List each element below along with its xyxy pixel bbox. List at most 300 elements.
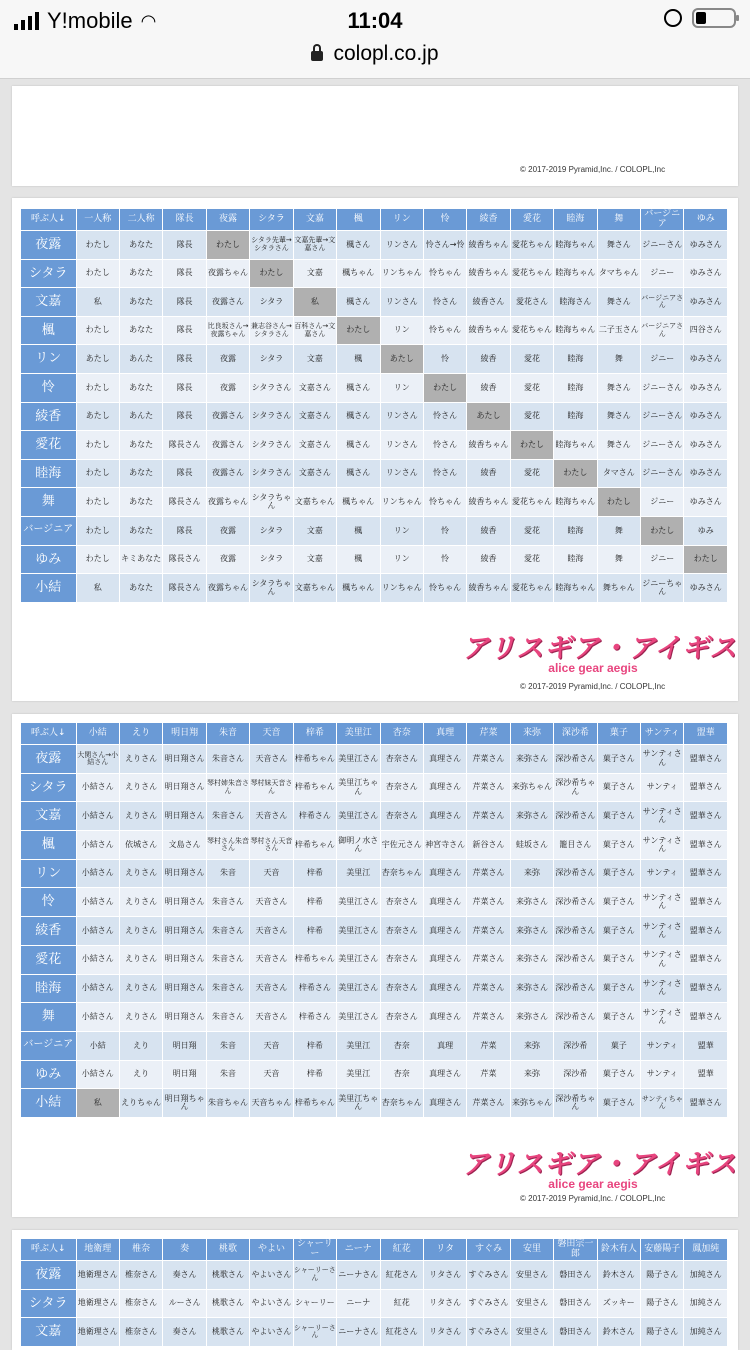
table-cell: 加純さん	[684, 1261, 727, 1289]
table-cell: 文島さん	[163, 831, 205, 859]
table-cell: 美里江さん	[337, 1003, 379, 1031]
table-cell: 来弥	[511, 860, 553, 888]
table-cell: あたし	[467, 403, 509, 431]
table-cell: あなた	[120, 431, 162, 459]
table-cell: 隊長	[163, 231, 205, 259]
row-header: ゆみ	[21, 1061, 76, 1089]
table-cell: えり	[120, 1061, 162, 1089]
table-cell: 睦海	[554, 345, 596, 373]
table-cell: 杏奈さん	[381, 888, 423, 916]
table-cell: 綾香ちゃん	[467, 260, 509, 288]
table-cell: 夜露	[207, 517, 249, 545]
table-cell: 文嘉さん	[294, 460, 336, 488]
column-header: ゆみ	[684, 209, 727, 230]
table-cell: わたし	[77, 546, 119, 574]
table-cell: 盟華さん	[684, 745, 727, 773]
table-cell: すぐみさん	[467, 1318, 509, 1346]
table-cell: サンティさん	[641, 888, 683, 916]
table-cell: 楓さん	[337, 374, 379, 402]
table-cell: 来弥ちゃん	[511, 1089, 553, 1117]
table-cell: わたし	[77, 317, 119, 345]
row-header: 愛花	[21, 431, 76, 459]
table-cell: 怜さん	[424, 431, 466, 459]
table-cell: 夜露ちゃん	[207, 488, 249, 516]
table-cell: あたし	[381, 345, 423, 373]
table-cell: 芹菜さん	[467, 975, 509, 1003]
table-cell: 盟華さん	[684, 975, 727, 1003]
table-cell: 愛花ちゃん	[511, 260, 553, 288]
table-cell: 怜	[424, 546, 466, 574]
status-bar	[0, 0, 750, 79]
table-cell: 文嘉	[294, 517, 336, 545]
table-cell: サンティ	[641, 774, 683, 802]
table-cell: 陽子さん	[641, 1290, 683, 1318]
table-cell: わたし	[337, 317, 379, 345]
table-cell: リンちゃん	[381, 488, 423, 516]
table-cell: 楓さん	[337, 431, 379, 459]
table-cell: あなた	[120, 460, 162, 488]
table-row	[21, 460, 727, 488]
table-cell: ズッキー	[598, 1290, 640, 1318]
table-cell: 梓希さん	[294, 1003, 336, 1031]
table-cell: 夜露さん	[207, 460, 249, 488]
table-cell: えりさん	[120, 774, 162, 802]
table-cell: シタラさん	[250, 374, 292, 402]
table-cell: 楓	[337, 345, 379, 373]
table-cell: 比良坂さん→夜露ちゃん	[207, 317, 249, 345]
table-cell: ジニーさん	[641, 231, 683, 259]
table-cell: えりさん	[120, 917, 162, 945]
table-cell: すぐみさん	[467, 1290, 509, 1318]
table-cell: キミあなた	[120, 546, 162, 574]
row-header: 文嘉	[21, 802, 76, 830]
clock: 11:04	[347, 8, 403, 33]
table-cell: 睦海ちゃん	[554, 574, 596, 602]
table-cell: 来弥	[511, 1032, 553, 1060]
table-cell: 舞さん	[598, 431, 640, 459]
table-cell: 深沙希さん	[554, 888, 596, 916]
table-cell: シタラ	[250, 345, 292, 373]
table-cell: リンさん	[381, 460, 423, 488]
column-header: 明日翔	[163, 723, 205, 744]
table-cell: 隊長さん	[163, 488, 205, 516]
table-cell: 菓子さん	[598, 831, 640, 859]
table-cell: ゆみさん	[684, 231, 727, 259]
table-cell: 朱音さん	[207, 975, 249, 1003]
table-cell: 芹菜	[467, 1061, 509, 1089]
column-header: 呼ぶ人↓	[21, 209, 76, 230]
table-cell: 楓ちゃん	[337, 574, 379, 602]
table-cell: ニーナ	[337, 1290, 379, 1318]
table-cell: 明日翔さん	[163, 802, 205, 830]
table-cell: 杏奈さん	[381, 802, 423, 830]
table-cell: 真理さん	[424, 1061, 466, 1089]
table-cell: 梓希	[294, 917, 336, 945]
table-cell: サンティさん	[641, 1003, 683, 1031]
table-cell: 梓希ちゃん	[294, 946, 336, 974]
table-cell: えりさん	[120, 745, 162, 773]
table-cell: 芹菜さん	[467, 774, 509, 802]
table-cell: 杏奈さん	[381, 946, 423, 974]
table-cell: 朱音さん	[207, 1003, 249, 1031]
table-cell: シタラ	[250, 288, 292, 316]
table-cell: 加純さん	[684, 1290, 727, 1318]
table-cell: 愛花ちゃん	[511, 488, 553, 516]
row-header: 舞	[21, 488, 76, 516]
copyright-text: © 2017-2019 Pyramid,Inc. / COLOPL,Inc	[520, 682, 666, 691]
column-header: 怜	[424, 209, 466, 230]
row-header: 文嘉	[21, 1318, 76, 1346]
table-cell: わたし	[424, 374, 466, 402]
column-header: 磐田宗一郎	[554, 1239, 596, 1260]
table-cell: 美里江さん	[337, 946, 379, 974]
table-cell: 舞ちゃん	[598, 574, 640, 602]
table-row	[21, 431, 727, 459]
column-header: 天音	[250, 723, 292, 744]
table-cell: 愛花	[511, 345, 553, 373]
table-cell: リタさん	[424, 1318, 466, 1346]
table-cell: 来弥	[511, 1061, 553, 1089]
table-cell: 怜	[424, 345, 466, 373]
table-cell: リンちゃん	[381, 574, 423, 602]
table-cell: 杏奈	[381, 1061, 423, 1089]
table-cell: 綾香	[467, 546, 509, 574]
column-header: 奏	[163, 1239, 205, 1260]
table-cell: 深沙希さん	[554, 917, 596, 945]
row-header: 愛花	[21, 946, 76, 974]
table-cell: 真理さん	[424, 975, 466, 1003]
table-cell: 舞さん	[598, 374, 640, 402]
row-header: シタラ	[21, 774, 76, 802]
table-cell: 真理さん	[424, 1089, 466, 1117]
table-cell: ゆみ	[684, 517, 727, 545]
column-header: 安里	[511, 1239, 553, 1260]
column-header: シャーリー	[294, 1239, 336, 1260]
table-cell: 怜ちゃん	[424, 574, 466, 602]
table-cell: 真理	[424, 1032, 466, 1060]
row-header: 小結	[21, 1089, 76, 1117]
column-header: 呼ぶ人↓	[21, 1239, 76, 1260]
column-header: えり	[120, 723, 162, 744]
table-cell: 隊長	[163, 288, 205, 316]
table-cell: 杏奈ちゃん	[381, 1089, 423, 1117]
table-row	[21, 317, 727, 345]
rotation-lock-icon	[664, 9, 682, 27]
table-row	[21, 1318, 727, 1346]
table-cell: ジニーさん	[641, 403, 683, 431]
table-cell: 四谷さん	[684, 317, 727, 345]
table-cell: 鈴木さん	[598, 1261, 640, 1289]
table-cell: 梓希	[294, 860, 336, 888]
table-cell: 綾香	[467, 460, 509, 488]
column-header: 綾香	[467, 209, 509, 230]
table-cell: 明日翔	[163, 1061, 205, 1089]
table-cell: 深沙希ちゃん	[554, 774, 596, 802]
table-cell: 来弥さん	[511, 888, 553, 916]
address-bar[interactable]	[0, 42, 750, 66]
table-cell: シタラさん	[250, 403, 292, 431]
table-cell: リン	[381, 546, 423, 574]
table-cell: あなた	[120, 374, 162, 402]
table-cell: 綾香ちゃん	[467, 317, 509, 345]
table-cell: 盟華さん	[684, 917, 727, 945]
image-card-1	[12, 198, 738, 701]
column-header: 文嘉	[294, 209, 336, 230]
table-cell: リンさん	[381, 288, 423, 316]
naming-table-1	[20, 208, 728, 603]
game-logo: アリスギア・アイギス alice gear aegis	[462, 633, 738, 675]
naming-table-3	[20, 1238, 728, 1347]
table-cell: 梓希	[294, 888, 336, 916]
table-cell: 梓希	[294, 1061, 336, 1089]
table-cell: ゆみさん	[684, 488, 727, 516]
image-card-0	[12, 86, 738, 186]
table-cell: わたし	[511, 431, 553, 459]
table-cell: サンティさん	[641, 745, 683, 773]
table-cell: わたし	[77, 460, 119, 488]
row-header: シタラ	[21, 260, 76, 288]
table-cell: 怜さん	[424, 403, 466, 431]
table-row	[21, 1261, 727, 1289]
row-header: 楓	[21, 831, 76, 859]
table-cell: 舞さん	[598, 288, 640, 316]
table-cell: 芹菜	[467, 1032, 509, 1060]
row-header: 夜露	[21, 745, 76, 773]
table-cell: 大関さん→小結さん	[77, 745, 119, 773]
table-cell: 芹菜さん	[467, 860, 509, 888]
table-cell: 深沙希さん	[554, 860, 596, 888]
table-cell: 綾香	[467, 374, 509, 402]
url-text: colopl.co.jp	[333, 42, 439, 65]
table-cell: すぐみさん	[467, 1261, 509, 1289]
column-header: 菓子	[598, 723, 640, 744]
table-cell: サンティさん	[641, 975, 683, 1003]
table-cell: 盟華さん	[684, 1003, 727, 1031]
column-header: 桃歌	[207, 1239, 249, 1260]
table-cell: 美里江さん	[337, 745, 379, 773]
table-row	[21, 260, 727, 288]
row-header: 夜露	[21, 231, 76, 259]
table-cell: 美里江	[337, 1061, 379, 1089]
table-cell: リンちゃん	[381, 260, 423, 288]
table-cell: 深沙希さん	[554, 802, 596, 830]
table-cell: あたし	[77, 403, 119, 431]
table-cell: シタラちゃん	[250, 488, 292, 516]
table-cell: サンティさん	[641, 831, 683, 859]
table-cell: 蛙坂さん	[511, 831, 553, 859]
table-cell: 隊長	[163, 260, 205, 288]
row-header: ゆみ	[21, 546, 76, 574]
table-cell: 深沙希さん	[554, 946, 596, 974]
table-cell: わたし	[77, 431, 119, 459]
table-cell: 夜露さん	[207, 288, 249, 316]
table-cell: 小結さん	[77, 802, 119, 830]
column-header: 呼ぶ人↓	[21, 723, 76, 744]
table-cell: 新谷さん	[467, 831, 509, 859]
column-header: 舞	[598, 209, 640, 230]
table-row	[21, 1061, 727, 1089]
row-header: 舞	[21, 1003, 76, 1031]
row-header: 楓	[21, 317, 76, 345]
table-cell: 依城さん	[120, 831, 162, 859]
column-header: 睦海	[554, 209, 596, 230]
copyright-text: © 2017-2019 Pyramid,Inc. / COLOPL,Inc	[520, 1194, 666, 1203]
table-cell: ジニーさん	[641, 431, 683, 459]
table-cell: 来弥さん	[511, 802, 553, 830]
table-cell: 舞	[598, 345, 640, 373]
table-cell: 明日翔さん	[163, 888, 205, 916]
table-cell: ゆみさん	[684, 403, 727, 431]
table-cell: 磐田さん	[554, 1261, 596, 1289]
table-cell: 美里江ちゃん	[337, 1089, 379, 1117]
table-cell: 琴村さん天音さん	[250, 831, 292, 859]
table-cell: 真理さん	[424, 1003, 466, 1031]
table-cell: わたし	[77, 374, 119, 402]
table-cell: ジニー	[641, 546, 683, 574]
table-cell: 睦海	[554, 374, 596, 402]
table-cell: 安里さん	[511, 1290, 553, 1318]
table-cell: えりちゃん	[120, 1089, 162, 1117]
table-cell: 私	[77, 574, 119, 602]
table-cell: 小結さん	[77, 774, 119, 802]
table-cell: 楓ちゃん	[337, 488, 379, 516]
table-cell: 天音	[250, 1061, 292, 1089]
table-cell: 文嘉先輩→文嘉さん	[294, 231, 336, 259]
table-cell: 明日翔	[163, 1032, 205, 1060]
table-cell: サンティ	[641, 860, 683, 888]
battery-icon	[692, 8, 736, 28]
table-cell: 愛花	[511, 374, 553, 402]
table-cell: 来弥さん	[511, 975, 553, 1003]
table-row	[21, 774, 727, 802]
table-cell: 紅花	[381, 1290, 423, 1318]
table-row	[21, 946, 727, 974]
table-cell: 芹菜さん	[467, 745, 509, 773]
table-cell: 宇佐元さん	[381, 831, 423, 859]
table-row	[21, 574, 727, 602]
column-header: 地衛理	[77, 1239, 119, 1260]
lock-icon	[311, 51, 323, 61]
table-cell: サンティちゃん	[641, 1089, 683, 1117]
table-cell: 明日翔さん	[163, 946, 205, 974]
table-row	[21, 745, 727, 773]
table-cell: 睦海	[554, 546, 596, 574]
table-cell: 綾香	[467, 345, 509, 373]
table-cell: サンティ	[641, 1061, 683, 1089]
table-cell: 舞さん	[598, 231, 640, 259]
table-cell: 真理さん	[424, 802, 466, 830]
table-cell: 愛花	[511, 403, 553, 431]
table-cell: 鈴木さん	[598, 1318, 640, 1346]
table-cell: 梓希ちゃん	[294, 774, 336, 802]
table-cell: タマちゃん	[598, 260, 640, 288]
table-cell: 盟華	[684, 1061, 727, 1089]
table-cell: あなた	[120, 317, 162, 345]
table-cell: 盟華さん	[684, 946, 727, 974]
table-cell: 梓希さん	[294, 802, 336, 830]
table-cell: ゆみさん	[684, 345, 727, 373]
row-header: 文嘉	[21, 288, 76, 316]
table-cell: 愛花ちゃん	[511, 231, 553, 259]
table-cell: 来弥ちゃん	[511, 774, 553, 802]
row-header: リン	[21, 860, 76, 888]
row-header: 睦海	[21, 460, 76, 488]
column-header: 二人称	[120, 209, 162, 230]
table-cell: 美里江さん	[337, 917, 379, 945]
table-cell: 杏奈さん	[381, 1003, 423, 1031]
table-cell: あなた	[120, 260, 162, 288]
table-cell: 美里江さん	[337, 802, 379, 830]
table-cell: 地衛理さん	[77, 1318, 119, 1346]
table-cell: 朱音	[207, 860, 249, 888]
table-cell: ゆみさん	[684, 460, 727, 488]
table-cell: 小結さん	[77, 946, 119, 974]
table-cell: シタラちゃん	[250, 574, 292, 602]
table-cell: 磐田さん	[554, 1318, 596, 1346]
table-cell: 美里江ちゃん	[337, 774, 379, 802]
column-header: 隊長	[163, 209, 205, 230]
table-row	[21, 345, 727, 373]
table-row	[21, 1089, 727, 1117]
table-cell: 私	[77, 288, 119, 316]
row-header: 夜露	[21, 1261, 76, 1289]
table-cell: あたし	[77, 345, 119, 373]
table-cell: わたし	[684, 546, 727, 574]
table-cell: 杏奈さん	[381, 975, 423, 1003]
table-cell: 夜露さん	[207, 403, 249, 431]
table-cell: 夜露ちゃん	[207, 260, 249, 288]
table-cell: 美里江	[337, 1032, 379, 1060]
table-cell: タマさん	[598, 460, 640, 488]
table-cell: 天音さん	[250, 917, 292, 945]
table-cell: 文嘉ちゃん	[294, 488, 336, 516]
column-header: リタ	[424, 1239, 466, 1260]
table-cell: 菓子さん	[598, 975, 640, 1003]
table-cell: 椎奈さん	[120, 1261, 162, 1289]
table-cell: 菓子さん	[598, 1061, 640, 1089]
table-cell: 来弥さん	[511, 946, 553, 974]
table-cell: 小結さん	[77, 917, 119, 945]
table-cell: 朱音さん	[207, 745, 249, 773]
table-cell: 隊長	[163, 374, 205, 402]
table-cell: 杏奈さん	[381, 917, 423, 945]
table-cell: 小結さん	[77, 888, 119, 916]
table-cell: 杏奈	[381, 1032, 423, 1060]
column-header: シタラ	[250, 209, 292, 230]
table-cell: 盟華さん	[684, 1089, 727, 1117]
table-row	[21, 1032, 727, 1060]
table-cell: リンさん	[381, 431, 423, 459]
table-cell: 椎奈さん	[120, 1318, 162, 1346]
table-cell: ゆみさん	[684, 288, 727, 316]
table-cell: 美里江さん	[337, 975, 379, 1003]
column-header: 真理	[424, 723, 466, 744]
table-cell: 菓子さん	[598, 860, 640, 888]
table-cell: 御明ノ水さん	[337, 831, 379, 859]
row-header: 怜	[21, 374, 76, 402]
table-cell: 菓子さん	[598, 1003, 640, 1031]
table-cell: シタラさん	[250, 431, 292, 459]
column-header: 夜露	[207, 209, 249, 230]
table-cell: シタラ	[250, 546, 292, 574]
table-cell: 小結さん	[77, 831, 119, 859]
table-cell: 杏奈さん	[381, 745, 423, 773]
table-cell: あなた	[120, 488, 162, 516]
table-cell: 明日翔ちゃん	[163, 1089, 205, 1117]
table-cell: シャーリーさん	[294, 1261, 336, 1289]
table-cell: 愛花	[511, 517, 553, 545]
table-cell: 琴村さん朱音さん	[207, 831, 249, 859]
